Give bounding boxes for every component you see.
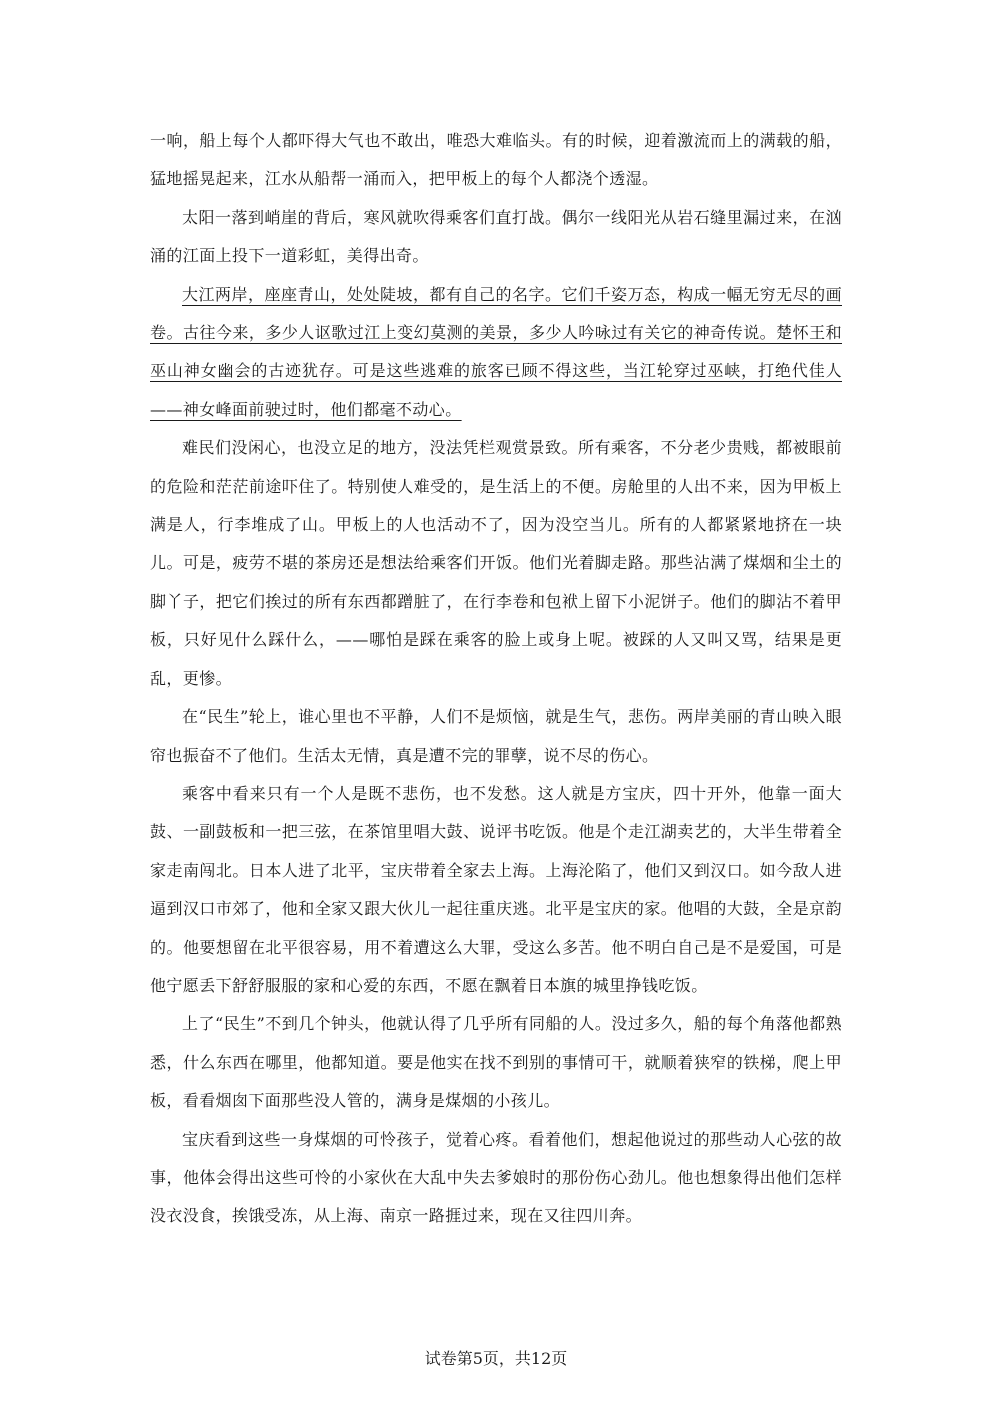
paragraph-4: 难民们没闲心，也没立足的地方，没法凭栏观赏景致。所有乘客，不分老少贵贱，都被眼前的危险和茫茫前途吓住了。特别使人难受的，是生活上的不便。房舱里的人出不来，因为甲板上满是人，行李堆成了山。甲板上的人也活动不了，因为没空当儿。所有的人都紧紧地挤在一块儿。可是，疲劳不堪的茶房还是想法给乘客们开饭。他们光着脚走路。那些沾满了煤烟和尘土的脚丫子，把它们挨过的所有东西都蹭脏了，在行李卷和包袱上留下小泥饼子。他们的脚沾不着甲板，只好见什么踩什么，——哪怕是踩在乘客的脸上或身上呢。被踩的人又叫又骂，结果是更乱，更惨。 (150, 438, 842, 688)
paragraph-3-underlined (150, 276, 842, 430)
document-body (150, 122, 842, 1236)
paragraph-8: 宝庆看到这些一身煤烟的可怜孩子，觉着心疼。看着他们，想起他说过的那些动人心弦的故事，他体会得出这些可怜的小家伙在大乱中失去爹娘时的那份伤心劲儿。他也想象得出他们怎样没衣没食，挨饿受冻，从上海、南京一路捱过来，现在又往四川奔。 (150, 1129, 842, 1226)
paragraph-5: 在“民生”轮上，谁心里也不平静，人们不是烦恼，就是生气，悲伤。两岸美丽的青山映入眼帘也振奋不了他们。生活太无情，真是遭不完的罪孽，说不尽的伤心。 (150, 707, 842, 765)
underlined-passage: 大江两岸，座座青山，处处陡坡，都有自己的名字。它们千姿万态，构成一幅无穷无尽的画卷。古往今来，多少人讴歌过江上变幻莫测的美景，多少人吟咏过有关它的神奇传说。楚怀王和巫山神女幽会的古迹犹存。可是这些逃难的旅客已顾不得这些，当江轮穿过巫峡，打绝代佳人——神女峰面前驶过时，他们都毫不动心。 (150, 284, 842, 419)
paragraph-7: 上了“民生”不到几个钟头，他就认得了几乎所有同船的人。没过多久，船的每个角落他都熟悉，什么东西在哪里，他都知道。要是他实在找不到别的事情可干，就顺着狭窄的铁梯，爬上甲板，看看烟囱下面那些没人管的，满身是煤烟的小孩儿。 (150, 1014, 842, 1111)
paragraph-2: 太阳一落到峭崖的背后，寒风就吹得乘客们直打战。偶尔一线阳光从岩石缝里漏过来，在汹涌的江面上投下一道彩虹，美得出奇。 (150, 207, 842, 266)
paragraph-6: 乘客中看来只有一个人是既不悲伤，也不发愁。这人就是方宝庆，四十开外，他靠一面大鼓、一副鼓板和一把三弦，在茶馆里唱大鼓、说评书吃饭。他是个走江湖卖艺的，大半生带着全家走南闯北。日本人进了北平，宝庆带着全家去上海。上海沦陷了，他们又到汉口。如今敌人进逼到汉口市郊了，他和全家又跟大伙儿一起往重庆逃。北平是宝庆的家。他唱的大鼓，全是京韵的。他要想留在北平很容易，用不着遭这么大罪，受这么多苦。他不明白自己是不是爱国，可是他宁愿丢下舒舒服服的家和心爱的东西，不愿在飘着日本旗的城里挣钱吃饭。 (150, 783, 842, 995)
page-footer: 试卷第5页，共12页 (424, 1349, 568, 1368)
paragraph-1: 一响，船上每个人都吓得大气也不敢出，唯恐大难临头。有的时候，迎着激流而上的满载的船，猛地摇晃起来，江水从船帮一涌而入，把甲板上的每个人都浇个透湿。 (150, 131, 842, 189)
